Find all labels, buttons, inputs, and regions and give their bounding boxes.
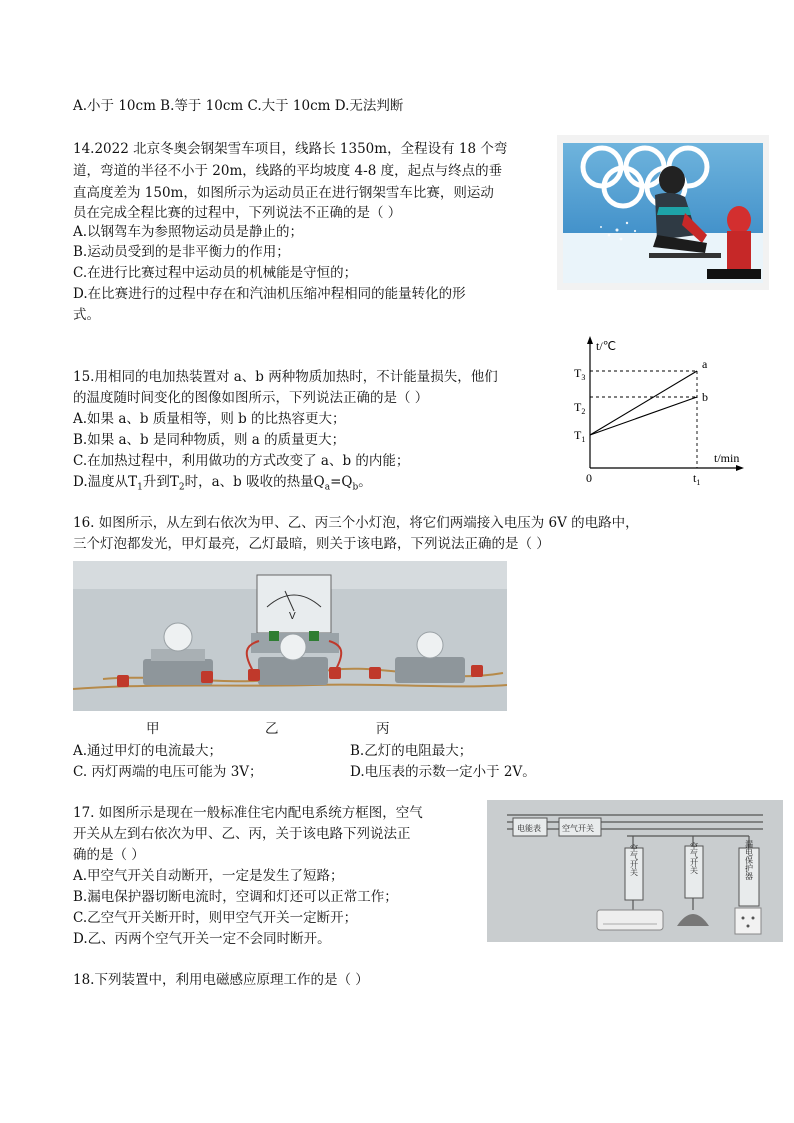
- t1-label: $t_1$: [693, 471, 701, 487]
- q15-option-c: C.在加热过程中，利用做功的方式改变了 a、b 的内能；: [73, 453, 410, 469]
- q16-option-b: B.乙灯的电阻最大；: [350, 743, 473, 759]
- q18-line: 18.下列装置中，利用电磁感应原理工作的是（ ）: [73, 972, 369, 988]
- q14-option-a: A.以钢驾车为参照物运动员是静止的；: [73, 224, 304, 240]
- q13-options: A.小于 10cm B.等于 10cm C.大于 10cm D.无法判断: [73, 98, 404, 114]
- T3-label: $T_3$: [574, 366, 586, 382]
- q16-line: 16. 如图所示，从左到右依次为甲、乙、丙三个小灯泡，将它们两端接入电压为 6V 的电路中，: [73, 515, 639, 531]
- q14-line: 员在完成全程比赛的过程中，下列说法不正确的是（ ）: [73, 205, 402, 221]
- q14-option-c: C.在进行比赛过程中运动员的机械能是守恒的；: [73, 265, 358, 281]
- y-axis-arrow-icon: [587, 336, 593, 344]
- voltmeter-label: V: [289, 611, 296, 622]
- origin-label: 0: [586, 471, 592, 485]
- q17-line: 开关从左到右依次为甲、乙、丙，关于该电路下列说法正: [73, 826, 411, 842]
- line-b-label: b: [702, 390, 708, 404]
- q16-option-d: D.电压表的示数一定小于 2V。: [350, 764, 536, 780]
- q17-option-a: A.甲空气开关自动断开，一定是发生了短路；: [73, 868, 344, 884]
- q17-line: 17. 如图所示是现在一般标准住宅内配电系统方框图，空气: [73, 805, 423, 821]
- skeleton-photo: [557, 135, 769, 290]
- main-switch-label: 空气开关: [562, 824, 594, 833]
- T2-label: $T_2$: [574, 400, 586, 416]
- leak-protector-label: 漏电保护器: [744, 840, 754, 880]
- q14-option-b: B.运动员受到的是非平衡力的作用；: [73, 244, 290, 260]
- q15-option-b: B.如果 a、b 是同种物质，则 a 的质量更大；: [73, 432, 346, 448]
- q16-line: 三个灯泡都发光，甲灯最亮，乙灯最暗，则关于该电路，下列说法正确的是（ ）: [73, 536, 550, 552]
- q14-line: 直高度差为 150m，如图所示为运动员正在进行钢架雪车比赛，则运动: [73, 185, 494, 201]
- bulb-label-bing: 丙: [376, 721, 390, 737]
- q14-option-d: D.在比赛进行的过程中存在和汽油机压缩冲程相同的能量转化的形: [73, 286, 466, 302]
- q17-option-c: C.乙空气开关断开时，则甲空气开关一定断开；: [73, 910, 358, 926]
- x-axis-arrow-icon: [736, 465, 744, 471]
- skeleton-athlete-image: [557, 135, 769, 290]
- temperature-time-graph: [562, 330, 747, 490]
- q14-option-d-cont: 式。: [73, 307, 100, 323]
- bulb-circuit-photo: [73, 561, 507, 711]
- q17-option-b: B.漏电保护器切断电流时，空调和灯还可以正常工作；: [73, 889, 398, 905]
- q17-line: 确的是（ ）: [73, 847, 145, 863]
- socket-icon: [735, 908, 761, 934]
- x-axis-label: t/min: [714, 451, 740, 465]
- q14-line: 道，弯道的半径不小于 20m，线路的平均坡度 4-8 度，起点与终点的垂: [73, 163, 503, 179]
- distribution-system-diagram: [487, 800, 783, 942]
- bulb-label-yi: 乙: [265, 721, 279, 737]
- meter-label: 电能表: [517, 824, 541, 833]
- switch-yi-label: 空气开关: [629, 844, 639, 876]
- q15-line: 的温度随时间变化的图像如图所示，下列说法正确的是（ ）: [73, 390, 429, 406]
- q15-option-d: D.温度从$T_1$升到$T_2$时，a、b 吸收的热量$Q_a=Q_b$。: [73, 474, 372, 493]
- y-axis-label: t/℃: [596, 339, 617, 353]
- q14-line: 14.2022 北京冬奥会钢架雪车项目，线路长 1350m，全程设有 18 个弯: [73, 141, 508, 157]
- q15-option-a: A.如果 a、b 质量相等，则 b 的比热容更大；: [73, 411, 346, 427]
- air-conditioner-icon: [597, 910, 663, 930]
- switch-bing-label: 空气开关: [689, 842, 699, 874]
- q15-line: 15.用相同的电加热装置对 a、b 两种物质加热时，不计能量损失，他们: [73, 369, 498, 385]
- T1-label: $T_1$: [574, 428, 586, 444]
- q17-option-d: D.乙、丙两个空气开关一定不会同时断开。: [73, 931, 331, 947]
- bulb-label-jia: 甲: [146, 721, 160, 737]
- q16-option-c: C. 丙灯两端的电压可能为 3V；: [73, 764, 263, 780]
- q16-option-a: A.通过甲灯的电流最大；: [73, 743, 223, 759]
- line-a-label: a: [702, 357, 708, 371]
